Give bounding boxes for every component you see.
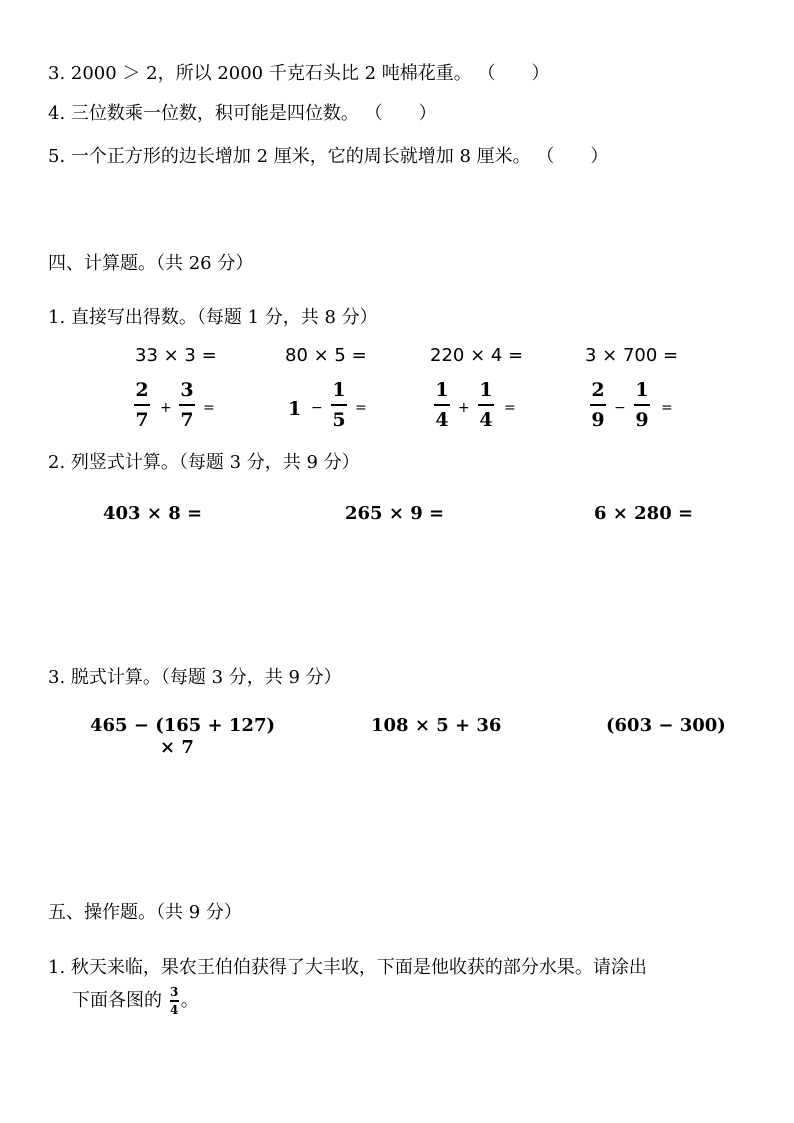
judgement-item-4: 4. 三位数乘一位数，积可能是四位数。 （ ） [48,103,437,124]
fraction-1-operator: + [160,400,172,416]
section-4-title: 四、计算题。（共 26 分） [48,253,254,274]
operation-question-1-suffix: 。 [180,990,199,1011]
part-1-title: 1. 直接写出得数。（每题 1 分，共 8 分） [48,307,378,328]
vertical-problem-2: 265 × 9 = [345,503,445,524]
fraction-3b: 1 4 [479,379,493,431]
operation-question-1-prefix: 下面各图的 [72,990,162,1011]
fraction-2-operator: − [311,400,323,416]
fraction-1a: 2 7 [135,379,149,431]
vertical-problem-1: 403 × 8 = [103,503,203,524]
direct-problem-4: 3 × 700 = [585,345,679,366]
stepwise-problem-2: 108 × 5 + 36 [371,715,502,736]
direct-problem-3: 220 × 4 = [430,345,524,366]
fraction-1b: 3 7 [180,379,194,431]
direct-problem-1: 33 × 3 = [135,345,217,366]
fraction-4-operator: − [614,400,626,416]
fraction-4b: 1 9 [635,379,649,431]
vertical-problem-3: 6 × 280 = [594,503,694,524]
fraction-2b: 1 5 [332,379,346,431]
judgement-item-5: 5. 一个正方形的边长增加 2 厘米，它的周长就增加 8 厘米。 （ ） [48,146,609,167]
operation-question-1-line2 [72,986,199,1016]
fraction-3a: 1 4 [435,379,449,431]
direct-problem-2: 80 × 5 = [285,345,367,366]
three-quarters-fraction: $\frac{3}{4}$ [170,985,179,1017]
stepwise-problem-3: (603 − 300) [606,715,726,736]
operation-question-1-line1: 1. 秋天来临，果农王伯伯获得了大丰收，下面是他收获的部分水果。请涂出 [48,957,647,978]
fraction-1-equals: = [203,400,215,416]
part-3-title: 3. 脱式计算。（每题 3 分，共 9 分） [48,667,342,688]
fraction-2-equals: = [355,400,367,416]
section-5-title: 五、操作题。（共 9 分） [48,902,242,923]
fraction-3-operator: + [458,400,470,416]
stepwise-problem-1: 465 − (165 + 127) [90,715,275,736]
fraction-4-equals: = [661,400,673,416]
fraction-3-equals: = [504,400,516,416]
stepwise-problem-1-continued: × 7 [160,737,194,758]
part-2-title: 2. 列竖式计算。（每题 3 分，共 9 分） [48,452,360,473]
fraction-4a: 2 9 [591,379,605,431]
judgement-item-3: 3. 2000 ＞ 2，所以 2000 千克石头比 2 吨棉花重。 （ ） [48,63,550,84]
fraction-2-whole: 1 [288,398,302,420]
